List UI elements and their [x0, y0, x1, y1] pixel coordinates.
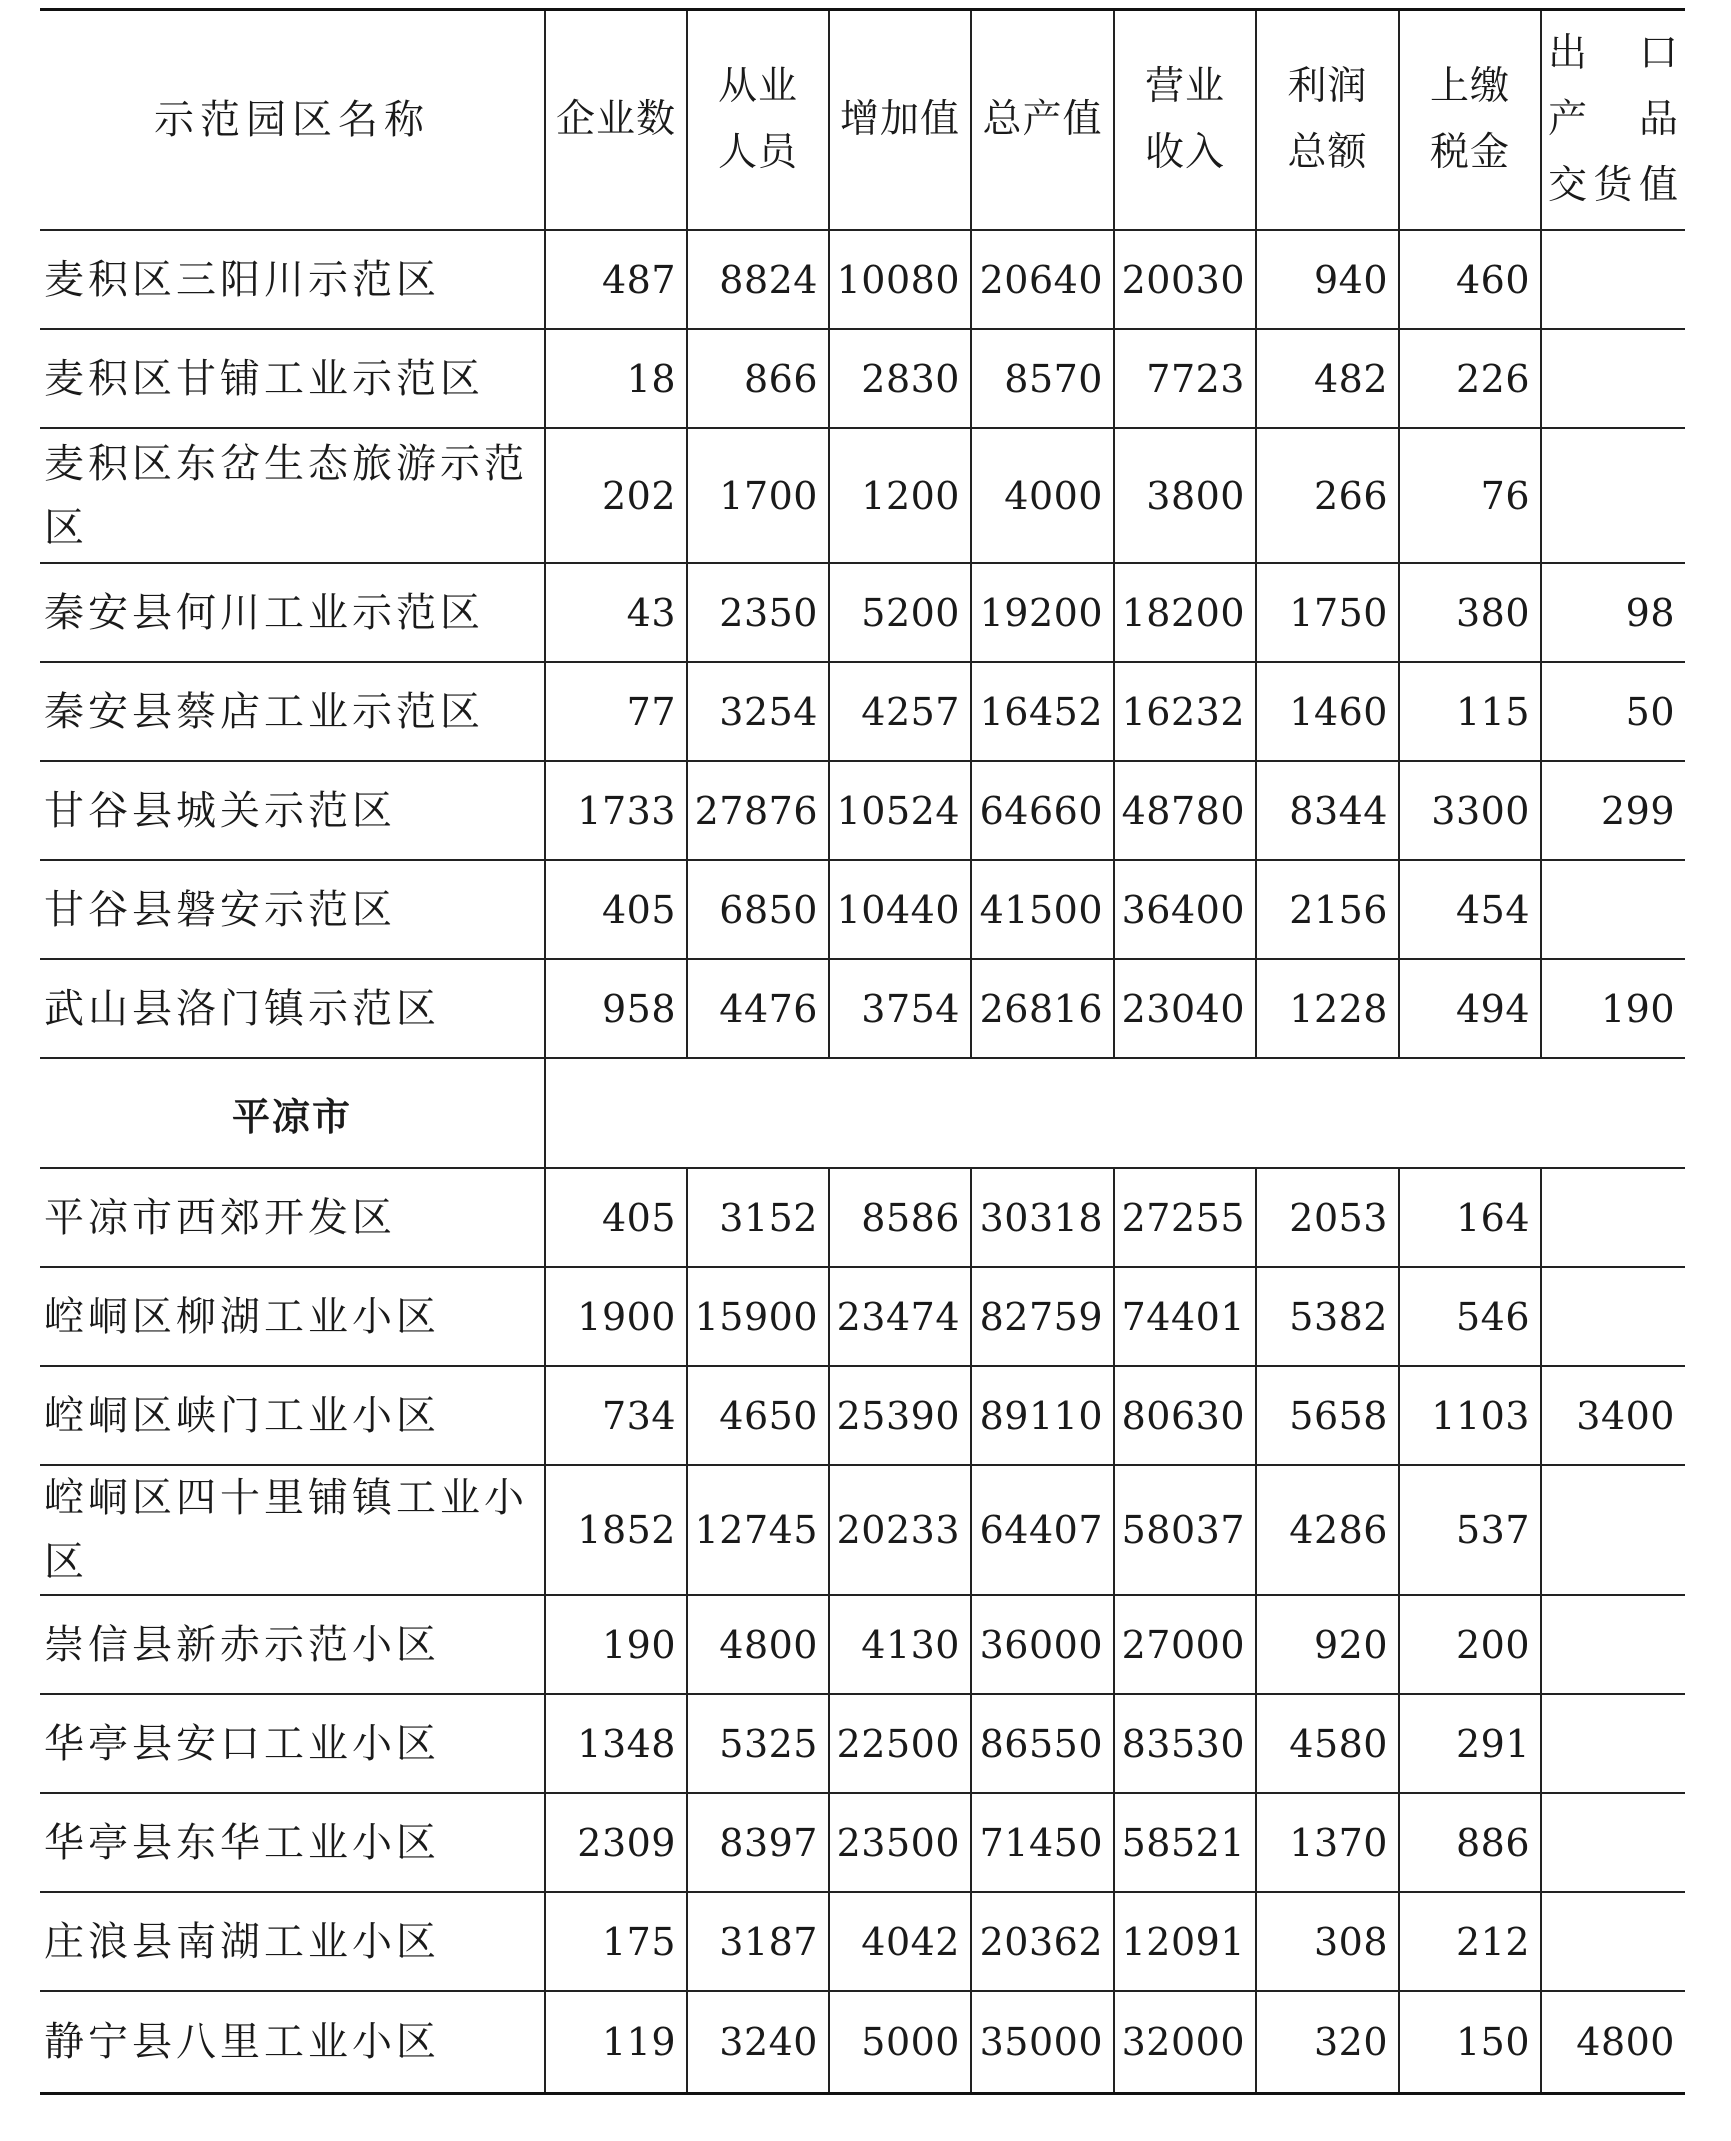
- cell-revenue: 83530: [1114, 1694, 1256, 1793]
- header-tax: [1399, 10, 1541, 231]
- cell-gross-output: 36000: [971, 1595, 1114, 1694]
- cell-added-value: 3754: [829, 959, 971, 1058]
- cell-profit: 2053: [1256, 1168, 1399, 1267]
- cell-added-value: 22500: [829, 1694, 971, 1793]
- cell-export-value: 3400: [1541, 1366, 1685, 1465]
- row-park-name: 华亭县安口工业小区: [40, 1694, 545, 1793]
- cell-revenue: 16232: [1114, 662, 1256, 761]
- cell-profit: 4580: [1256, 1694, 1399, 1793]
- cell-profit: 320: [1256, 1991, 1399, 2094]
- cell-employees: 1700: [687, 428, 829, 563]
- table-row: [40, 761, 1685, 860]
- cell-enterprises: 175: [545, 1892, 687, 1991]
- table-row: [40, 662, 1685, 761]
- cell-tax: 212: [1399, 1892, 1541, 1991]
- table-row: [40, 563, 1685, 662]
- cell-gross-output: 71450: [971, 1793, 1114, 1892]
- cell-employees: 4800: [687, 1595, 829, 1694]
- header-gross-output: 总产值: [971, 10, 1114, 231]
- cell-employees: 3254: [687, 662, 829, 761]
- cell-tax: 454: [1399, 860, 1541, 959]
- cell-added-value: 4042: [829, 1892, 971, 1991]
- cell-employees: 12745: [687, 1465, 829, 1595]
- row-park-name: 崇信县新赤示范小区: [40, 1595, 545, 1694]
- cell-added-value: 23500: [829, 1793, 971, 1892]
- cell-gross-output: 89110: [971, 1366, 1114, 1465]
- cell-revenue: 12091: [1114, 1892, 1256, 1991]
- table-row: [40, 959, 1685, 1058]
- cell-enterprises: 119: [545, 1991, 687, 2094]
- cell-enterprises: 1900: [545, 1267, 687, 1366]
- cell-added-value: 10080: [829, 230, 971, 329]
- cell-revenue: 48780: [1114, 761, 1256, 860]
- cell-enterprises: 77: [545, 662, 687, 761]
- cell-tax: 537: [1399, 1465, 1541, 1595]
- table-row: [40, 1465, 1685, 1595]
- row-park-name: 麦积区甘铺工业示范区: [40, 329, 545, 428]
- cell-tax: 150: [1399, 1991, 1541, 2094]
- cell-enterprises: 734: [545, 1366, 687, 1465]
- cell-profit: 5658: [1256, 1366, 1399, 1465]
- table-row: [40, 1892, 1685, 1991]
- cell-export-value: 4800: [1541, 1991, 1685, 2094]
- cell-revenue: 58521: [1114, 1793, 1256, 1892]
- cell-enterprises: 1733: [545, 761, 687, 860]
- cell-employees: 2350: [687, 563, 829, 662]
- section-empty-cell: [545, 1058, 1685, 1168]
- cell-tax: 546: [1399, 1267, 1541, 1366]
- cell-enterprises: 405: [545, 860, 687, 959]
- table-row: [40, 1168, 1685, 1267]
- row-park-name: 崆峒区柳湖工业小区: [40, 1267, 545, 1366]
- cell-enterprises: 405: [545, 1168, 687, 1267]
- header-profit-line-1: 利润: [1287, 64, 1368, 109]
- cell-tax: 380: [1399, 563, 1541, 662]
- page: [40, 8, 1685, 2095]
- row-park-name: 武山县洛门镇示范区: [40, 959, 545, 1058]
- row-park-name: 甘谷县磐安示范区: [40, 860, 545, 959]
- header-revenue-line-1: 营业: [1144, 64, 1225, 109]
- cell-gross-output: 30318: [971, 1168, 1114, 1267]
- row-park-name: 麦积区三阳川示范区: [40, 230, 545, 329]
- cell-gross-output: 20362: [971, 1892, 1114, 1991]
- table-row: [40, 1991, 1685, 2094]
- cell-profit: 2156: [1256, 860, 1399, 959]
- cell-profit: 940: [1256, 230, 1399, 329]
- row-park-name: 秦安县蔡店工业示范区: [40, 662, 545, 761]
- cell-employees: 8824: [687, 230, 829, 329]
- table-row: [40, 1267, 1685, 1366]
- cell-added-value: 25390: [829, 1366, 971, 1465]
- header-tax-line-1: 上缴: [1429, 64, 1510, 109]
- header-tax-line-2: 税金: [1429, 130, 1510, 175]
- cell-export-value: [1541, 1595, 1685, 1694]
- table-row: [40, 1595, 1685, 1694]
- cell-tax: 494: [1399, 959, 1541, 1058]
- cell-added-value: 10524: [829, 761, 971, 860]
- row-park-name: 麦积区东岔生态旅游示范区: [40, 428, 545, 563]
- table-row: [40, 329, 1685, 428]
- cell-gross-output: 20640: [971, 230, 1114, 329]
- header-export-value: [1541, 10, 1685, 231]
- table-row: [40, 1366, 1685, 1465]
- header-employees-line-1: 从业: [717, 64, 798, 109]
- cell-added-value: 4130: [829, 1595, 971, 1694]
- cell-export-value: [1541, 860, 1685, 959]
- header-revenue: [1114, 10, 1256, 231]
- cell-profit: 5382: [1256, 1267, 1399, 1366]
- cell-gross-output: 26816: [971, 959, 1114, 1058]
- cell-export-value: [1541, 230, 1685, 329]
- cell-added-value: 2830: [829, 329, 971, 428]
- cell-employees: 3187: [687, 1892, 829, 1991]
- cell-employees: 5325: [687, 1694, 829, 1793]
- cell-tax: 76: [1399, 428, 1541, 563]
- cell-gross-output: 86550: [971, 1694, 1114, 1793]
- cell-tax: 200: [1399, 1595, 1541, 1694]
- cell-gross-output: 4000: [971, 428, 1114, 563]
- cell-profit: 266: [1256, 428, 1399, 563]
- cell-gross-output: 41500: [971, 860, 1114, 959]
- cell-revenue: 27000: [1114, 1595, 1256, 1694]
- row-park-name: 秦安县何川工业示范区: [40, 563, 545, 662]
- cell-enterprises: 958: [545, 959, 687, 1058]
- statistics-table: [40, 8, 1685, 2095]
- header-enterprises: 企业数: [545, 10, 687, 231]
- cell-enterprises: 18: [545, 329, 687, 428]
- row-park-name: 崆峒区四十里铺镇工业小区: [40, 1465, 545, 1595]
- row-park-name: 崆峒区峡门工业小区: [40, 1366, 545, 1465]
- table-row: [40, 860, 1685, 959]
- cell-profit: 1750: [1256, 563, 1399, 662]
- cell-added-value: 4257: [829, 662, 971, 761]
- header-revenue-line-2: 收入: [1144, 130, 1225, 175]
- table-row: [40, 1694, 1685, 1793]
- cell-revenue: 58037: [1114, 1465, 1256, 1595]
- row-park-name: 华亭县东华工业小区: [40, 1793, 545, 1892]
- cell-tax: 460: [1399, 230, 1541, 329]
- cell-enterprises: 1348: [545, 1694, 687, 1793]
- cell-export-value: [1541, 1465, 1685, 1595]
- cell-profit: 920: [1256, 1595, 1399, 1694]
- row-park-name: 庄浪县南湖工业小区: [40, 1892, 545, 1991]
- cell-added-value: 8586: [829, 1168, 971, 1267]
- cell-export-value: 299: [1541, 761, 1685, 860]
- cell-employees: 4476: [687, 959, 829, 1058]
- cell-profit: 1460: [1256, 662, 1399, 761]
- cell-revenue: 74401: [1114, 1267, 1256, 1366]
- cell-profit: 482: [1256, 329, 1399, 428]
- cell-tax: 164: [1399, 1168, 1541, 1267]
- table-body: [40, 230, 1685, 2094]
- cell-employees: 27876: [687, 761, 829, 860]
- cell-export-value: [1541, 428, 1685, 563]
- cell-enterprises: 190: [545, 1595, 687, 1694]
- header-added-value: 增加值: [829, 10, 971, 231]
- cell-gross-output: 64407: [971, 1465, 1114, 1595]
- cell-employees: 3240: [687, 1991, 829, 2094]
- header-employees-line-2: 人员: [717, 130, 798, 175]
- row-park-name: 静宁县八里工业小区: [40, 1991, 545, 2094]
- cell-profit: 1228: [1256, 959, 1399, 1058]
- cell-export-value: 190: [1541, 959, 1685, 1058]
- header-profit: [1256, 10, 1399, 231]
- cell-enterprises: 202: [545, 428, 687, 563]
- cell-tax: 226: [1399, 329, 1541, 428]
- cell-enterprises: 487: [545, 230, 687, 329]
- cell-enterprises: 43: [545, 563, 687, 662]
- table-row: [40, 230, 1685, 329]
- cell-profit: 1370: [1256, 1793, 1399, 1892]
- row-park-name: 甘谷县城关示范区: [40, 761, 545, 860]
- cell-enterprises: 2309: [545, 1793, 687, 1892]
- cell-revenue: 7723: [1114, 329, 1256, 428]
- cell-export-value: 50: [1541, 662, 1685, 761]
- cell-tax: 115: [1399, 662, 1541, 761]
- cell-revenue: 27255: [1114, 1168, 1256, 1267]
- cell-added-value: 1200: [829, 428, 971, 563]
- cell-profit: 8344: [1256, 761, 1399, 860]
- cell-gross-output: 8570: [971, 329, 1114, 428]
- cell-tax: 886: [1399, 1793, 1541, 1892]
- cell-export-value: [1541, 1694, 1685, 1793]
- cell-enterprises: 1852: [545, 1465, 687, 1595]
- row-park-name: 平凉市西郊开发区: [40, 1168, 545, 1267]
- cell-added-value: 23474: [829, 1267, 971, 1366]
- header-export-line-2: 产 品: [1548, 97, 1679, 142]
- section-row: [40, 1058, 1685, 1168]
- cell-employees: 15900: [687, 1267, 829, 1366]
- cell-added-value: 20233: [829, 1465, 971, 1595]
- section-title: 平凉市: [40, 1058, 545, 1168]
- cell-export-value: [1541, 329, 1685, 428]
- cell-employees: 4650: [687, 1366, 829, 1465]
- cell-revenue: 18200: [1114, 563, 1256, 662]
- header-profit-line-2: 总额: [1287, 130, 1368, 175]
- cell-added-value: 5000: [829, 1991, 971, 2094]
- cell-employees: 3152: [687, 1168, 829, 1267]
- cell-revenue: 32000: [1114, 1991, 1256, 2094]
- cell-gross-output: 64660: [971, 761, 1114, 860]
- cell-employees: 8397: [687, 1793, 829, 1892]
- table-header: [40, 10, 1685, 231]
- cell-revenue: 3800: [1114, 428, 1256, 563]
- cell-employees: 866: [687, 329, 829, 428]
- cell-revenue: 80630: [1114, 1366, 1256, 1465]
- cell-profit: 308: [1256, 1892, 1399, 1991]
- header-employees: [687, 10, 829, 231]
- header-export-line-1: 出 口: [1548, 31, 1679, 76]
- cell-export-value: [1541, 1168, 1685, 1267]
- cell-export-value: 98: [1541, 563, 1685, 662]
- cell-export-value: [1541, 1892, 1685, 1991]
- cell-added-value: 5200: [829, 563, 971, 662]
- cell-export-value: [1541, 1793, 1685, 1892]
- cell-tax: 3300: [1399, 761, 1541, 860]
- cell-tax: 1103: [1399, 1366, 1541, 1465]
- cell-gross-output: 16452: [971, 662, 1114, 761]
- cell-employees: 6850: [687, 860, 829, 959]
- cell-added-value: 10440: [829, 860, 971, 959]
- header-park-name: 示范园区名称: [40, 10, 545, 231]
- table-row: [40, 428, 1685, 563]
- cell-gross-output: 19200: [971, 563, 1114, 662]
- cell-revenue: 36400: [1114, 860, 1256, 959]
- cell-gross-output: 35000: [971, 1991, 1114, 2094]
- cell-tax: 291: [1399, 1694, 1541, 1793]
- table-row: [40, 1793, 1685, 1892]
- cell-revenue: 20030: [1114, 230, 1256, 329]
- header-export-line-3: 交货值: [1548, 163, 1679, 208]
- cell-export-value: [1541, 1267, 1685, 1366]
- cell-revenue: 23040: [1114, 959, 1256, 1058]
- cell-profit: 4286: [1256, 1465, 1399, 1595]
- header-row: [40, 10, 1685, 231]
- cell-gross-output: 82759: [971, 1267, 1114, 1366]
